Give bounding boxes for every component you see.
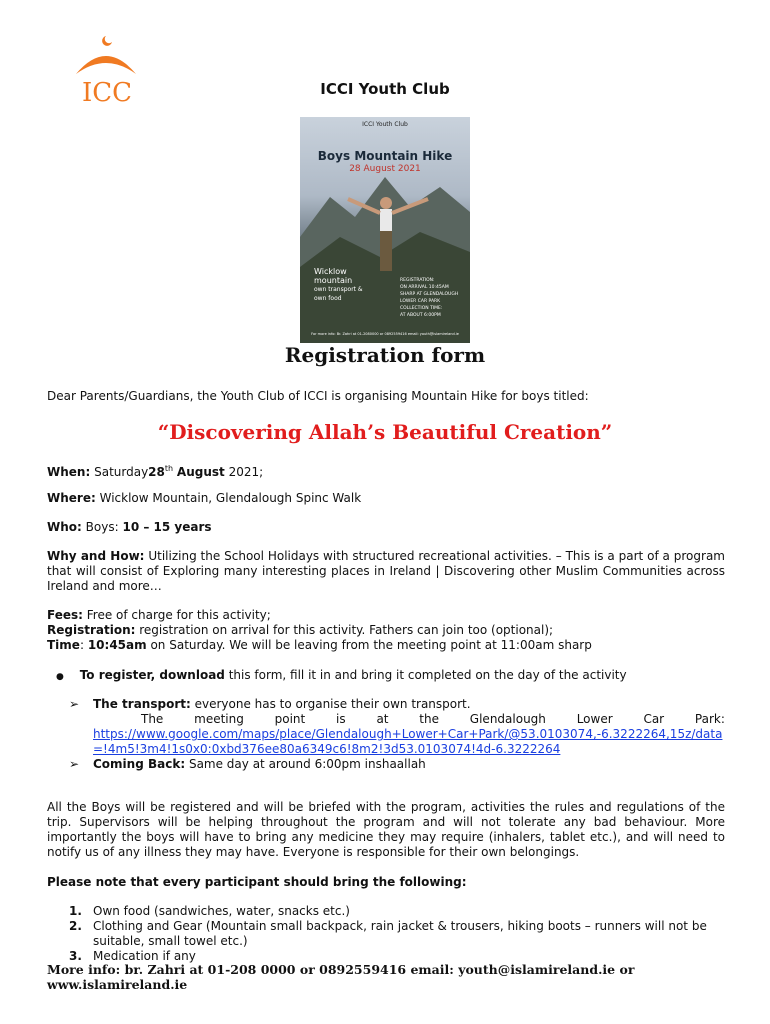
when-day: 28: [148, 465, 165, 479]
meeting-word: Lower: [576, 712, 613, 726]
poster-place-line: mountain: [314, 276, 353, 285]
time-colon: :: [79, 638, 84, 652]
registration-form-title: Registration form: [284, 343, 486, 367]
bring-list-heading: Please note that every participant should bring the following:: [47, 875, 467, 889]
poster-place-line: own food: [314, 295, 342, 302]
poster-reg-line: SHARP AT GLENDALOUGH: [400, 292, 459, 297]
meeting-word: is: [336, 712, 346, 726]
meeting-word: Park:: [694, 712, 725, 726]
download-bold: To register, download: [79, 668, 225, 682]
event-poster: [300, 117, 470, 343]
meeting-word: at: [376, 712, 389, 726]
time-value: 10:45am: [87, 638, 147, 652]
arrow-icon: ➢: [69, 697, 80, 711]
when-month: August: [176, 465, 225, 479]
who-value: 10 – 15 years: [122, 520, 212, 534]
poster-reg-line: ON ARRIVAL 10:45AM: [400, 285, 449, 290]
when-year: 2021;: [228, 465, 264, 479]
fees-row: [47, 608, 725, 623]
poster-reg-line: REGISTRATION:: [400, 278, 435, 283]
intro-text: Dear Parents/Guardians, the Youth Club of ICCI is organising Mountain Hike for boys titled:: [47, 389, 589, 403]
meeting-point-row: [69, 712, 725, 757]
poster-date: 28 August 2021: [349, 164, 421, 174]
registration-value: registration on arrival for this activity. Fathers can join too (optional);: [139, 623, 554, 637]
when-prefix: Saturday: [94, 465, 149, 479]
event-title: “Discovering Allah’s Beautiful Creation”: [157, 420, 613, 444]
transport-row: [69, 697, 725, 712]
contact-footer: More info: br. Zahri at 01-208 0000 or 0892559416 email: youth@islamireland.ie or www.islamireland.ie: [47, 962, 635, 992]
time-label: Time: [47, 638, 80, 652]
meeting-word: meeting: [194, 712, 244, 726]
registration-row: [47, 623, 725, 638]
list-item: [69, 919, 729, 949]
list-item-number: 1.: [69, 904, 82, 918]
arrow-icon: ➢: [69, 757, 80, 771]
poster-reg-line: LOWER CAR PARK: [400, 299, 441, 304]
transport-block: [69, 697, 725, 772]
list-item-text: Clothing and Gear (Mountain small backpack, rain jacket & trousers, hiking boots – runners will not be suitable, small towel etc.): [93, 919, 707, 948]
coming-back-row: [69, 757, 725, 772]
meeting-word: point: [274, 712, 306, 726]
meeting-point-text: [93, 712, 725, 727]
poster-reg-line: COLLECTION TIME:: [400, 306, 443, 311]
poster-place-line: own transport &: [314, 286, 363, 293]
fees-value: Free of charge for this activity;: [86, 608, 271, 622]
coming-value: Same day at around 6:00pm inshaallah: [188, 757, 426, 771]
time-row: [47, 638, 725, 653]
why-label: Why and How:: [47, 549, 145, 563]
fees-block: [47, 608, 725, 653]
poster-place: [314, 267, 374, 303]
bullet-icon: ●: [56, 672, 64, 682]
list-item-text: Own food (sandwiches, water, snacks etc.): [93, 904, 350, 918]
poster-footer: For more info: Br. Zahri at 01-2080000 or 0892559416 email: youth@islamireland.ie: [311, 332, 459, 336]
who-row: [47, 520, 212, 535]
meeting-word: The: [141, 712, 164, 726]
when-row: [47, 461, 263, 480]
transport-value: everyone has to organise their own transport.: [194, 697, 471, 711]
poster-club: ICCI Youth Club: [362, 121, 408, 128]
bring-list: [69, 904, 729, 964]
poster-place-line: Wicklow: [314, 267, 347, 276]
when-sup: th: [164, 464, 174, 473]
download-row: [56, 668, 736, 685]
list-item: [69, 904, 729, 919]
where-value: Wicklow Mountain, Glendalough Spinc Walk: [99, 491, 362, 505]
poster-reg-line: AT ABOUT 6:00PM: [400, 313, 441, 318]
coming-label: Coming Back:: [93, 757, 186, 771]
club-title: ICCI Youth Club: [320, 80, 450, 98]
why-value: Utilizing the School Holidays with structured recreational activities. – This is a part of a program that will consist of Exploring many interesting places in Ireland | Discovering other Muslim Communities across Ireland and more…: [47, 549, 725, 593]
who-prefix: Boys:: [85, 520, 119, 534]
briefing-paragraph: All the Boys will be registered and will be briefed with the program, activities the rules and regulations of the trip. Supervisors will be helping throughout the program and will not tolerate any bad behaviour. More importantly the boys will have to bring any medicine they may require (inhalers, tablet etc.), and will need to notify us of any illness they may have. Everyone is responsible for their own belongings.: [47, 800, 725, 859]
where-label: Where:: [47, 491, 96, 505]
transport-label: The transport:: [93, 697, 191, 711]
list-item-number: 2.: [69, 919, 82, 933]
download-rest: this form, fill it in and bring it completed on the day of the activity: [228, 668, 627, 682]
poster-registration: [400, 277, 466, 319]
time-rest: on Saturday. We will be leaving from the meeting point at 11:00am sharp: [150, 638, 592, 652]
registration-label: Registration:: [47, 623, 136, 637]
where-row: [47, 491, 361, 506]
meeting-word: Car: [643, 712, 665, 726]
fees-label: Fees:: [47, 608, 83, 622]
meeting-word: Glendalough: [469, 712, 546, 726]
who-label: Who:: [47, 520, 82, 534]
logo-text: ICC: [81, 78, 133, 108]
list-item-text: Medication if any: [93, 949, 196, 963]
list-item-number: 3.: [69, 949, 82, 963]
meeting-point-link[interactable]: https://www.google.com/maps/place/Glendalough+Lower+Car+Park/@53.0103074,-6.3222264,15z/data=!4m5!3m4!1s0x0:0xbd376ee80a6349c6!8m2!3d53.0103074!4d-6.3222264: [93, 727, 723, 756]
why-how-row: [47, 549, 725, 594]
when-label: When:: [47, 465, 91, 479]
meeting-word: the: [419, 712, 439, 726]
poster-title: Boys Mountain Hike: [317, 149, 453, 163]
